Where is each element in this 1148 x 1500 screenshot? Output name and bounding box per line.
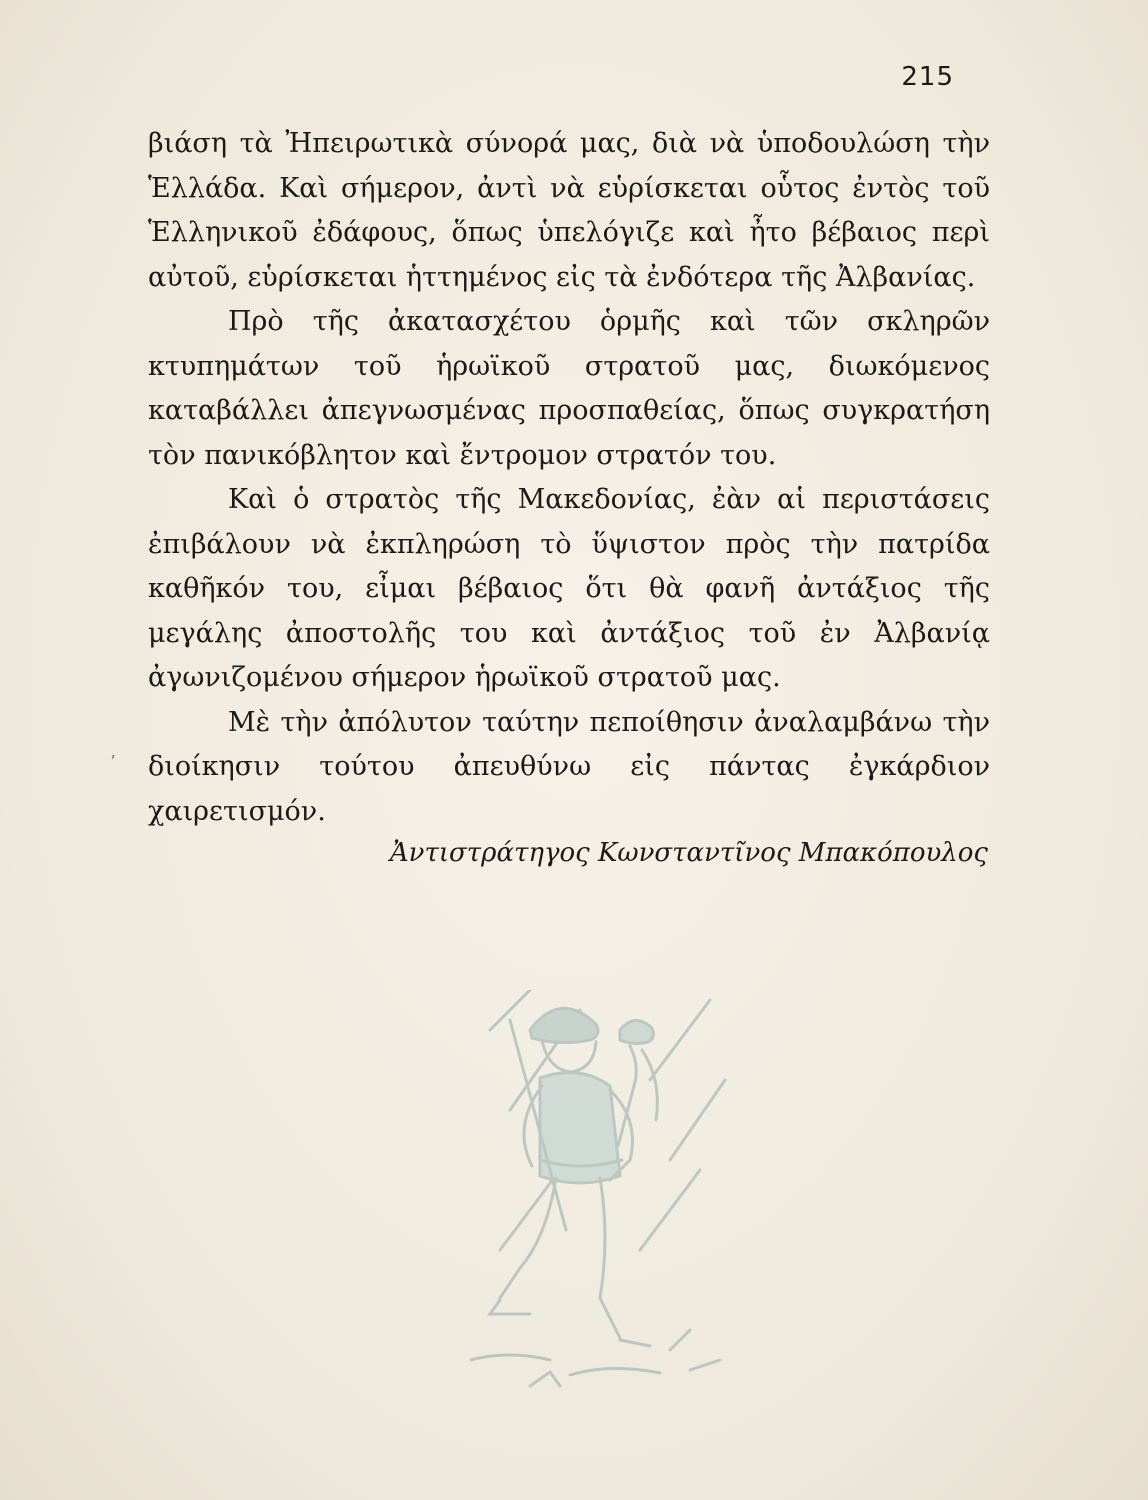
paragraph-3: Καὶ ὁ στρατὸς τῆς Μακεδονίας, ἐὰν αἱ περιστάσεις ἐπιβάλουν νὰ ἐκπληρώση τὸ ὕψιστον πρὸς τὴν πατρίδα καθῆκόν του, εἶμαι βέβαιος ὅτι θὰ φανῆ ἀντάξιος τῆς μεγάλης ἀποστολῆς του καὶ ἀντάξιος τοῦ ἐν Ἀλβανίᾳ ἀγωνιζομένου σήμερον ἡρωϊκοῦ στρατοῦ μας.	[148, 484, 990, 693]
signature: Ἀντιστράτηγος Κωνσταντῖνος Μπακόπουλος	[389, 838, 988, 868]
body-text	[148, 122, 990, 834]
margin-mark: ʼ	[110, 752, 116, 771]
page-number: 215	[901, 62, 954, 92]
paragraph-2: Πρὸ τῆς ἀκατασχέτου ὁρμῆς καὶ τῶν σκληρῶν κτυπημάτων τοῦ ἡρωϊκοῦ στρατοῦ μας, διωκόμενος καταβάλλει ἀπεγνωσμένας προσπαθείας, ὅπως συγκρατήση τὸν πανικόβλητον καὶ ἔντρομον στρατόν του.	[148, 306, 990, 471]
paragraph-4: Μὲ τὴν ἀπόλυτον ταύτην πεποίθησιν ἀναλαμβάνω τὴν διοίκησιν τούτου ἀπευθύνω εἰς πάντας ἐγκάρδιον χαιρετισμόν.	[148, 706, 990, 827]
soldier-drawing-icon	[470, 990, 730, 1390]
paragraph-1: βιάση τὰ Ἠπειρωτικὰ σύνορά μας, διὰ νὰ ὑποδουλώση τὴν Ἑλλάδα. Καὶ σήμερον, ἀντὶ νὰ εὑρίσκεται οὗτος ἐντὸς τοῦ Ἑλληνικοῦ ἐδάφους, ὅπως ὑπελόγιζε καὶ ἦτο βέβαιος περὶ αὐτοῦ, εὑρίσκεται ἡττημένος εἰς τὰ ἐνδότερα τῆς Ἀλβανίας.	[148, 128, 990, 293]
